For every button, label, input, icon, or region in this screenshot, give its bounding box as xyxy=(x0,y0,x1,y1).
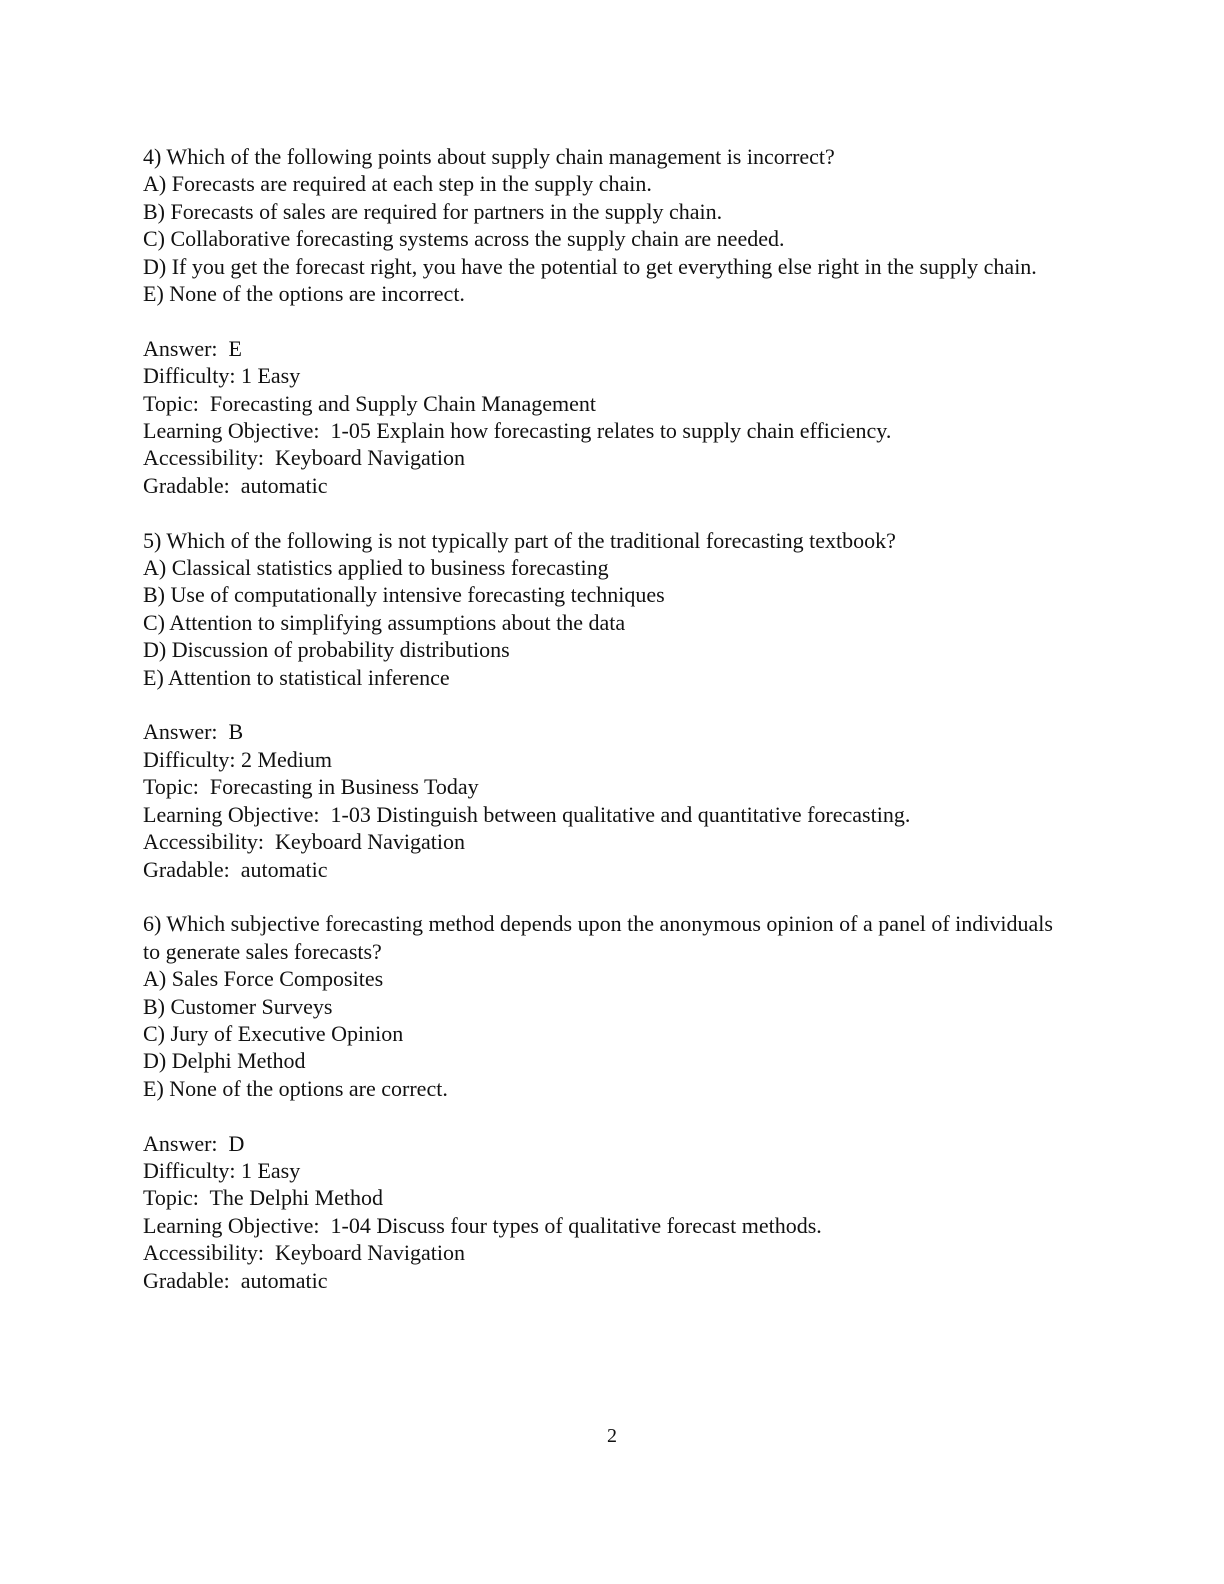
learning-objective-meta: Learning Objective: 1-04 Discuss four types of qualitative forecast methods. xyxy=(143,1212,822,1238)
spacer xyxy=(143,1102,1073,1129)
answer-option: C) Jury of Executive Opinion xyxy=(143,1020,404,1046)
difficulty-meta: Difficulty: 1 Easy xyxy=(143,1157,301,1183)
answer-option: B) Customer Surveys xyxy=(143,993,333,1019)
accessibility-meta: Accessibility: Keyboard Navigation xyxy=(143,445,465,471)
difficulty-meta: Difficulty: 1 Easy xyxy=(143,363,301,389)
page-content xyxy=(143,143,1073,1294)
answer-option: A) Forecasts are required at each step in the supply chain. xyxy=(143,171,652,197)
gradable-meta: Gradable: automatic xyxy=(143,856,328,882)
answer-option: E) Attention to statistical inference xyxy=(143,664,450,690)
answer-key: Answer: D xyxy=(143,1130,245,1156)
topic-meta: Topic: Forecasting in Business Today xyxy=(143,774,479,800)
question-stem: 4) Which of the following points about supply chain management is incorrect? xyxy=(143,144,835,169)
question-block xyxy=(143,910,1073,1294)
learning-objective-meta: Learning Objective: 1-03 Distinguish between qualitative and quantitative forecasting. xyxy=(143,801,911,827)
spacer xyxy=(143,691,1073,718)
answer-option: C) Collaborative forecasting systems across the supply chain are needed. xyxy=(143,226,785,252)
accessibility-meta: Accessibility: Keyboard Navigation xyxy=(143,829,465,855)
answer-option: A) Sales Force Composites xyxy=(143,966,384,992)
page-number: 2 xyxy=(607,1425,617,1447)
answer-option: D) If you get the forecast right, you have the potential to get everything else right in the supply chain. xyxy=(143,253,1037,279)
answer-key: Answer: B xyxy=(143,719,244,745)
topic-meta: Topic: The Delphi Method xyxy=(143,1185,384,1211)
question-block xyxy=(143,527,1073,883)
answer-option: B) Use of computationally intensive forecasting techniques xyxy=(143,582,665,608)
spacer xyxy=(143,307,1073,334)
answer-option: D) Delphi Method xyxy=(143,1048,306,1074)
answer-key: Answer: E xyxy=(143,335,242,361)
answer-option: D) Discussion of probability distributions xyxy=(143,637,510,663)
difficulty-meta: Difficulty: 2 Medium xyxy=(143,746,333,772)
gradable-meta: Gradable: automatic xyxy=(143,1267,328,1293)
gradable-meta: Gradable: automatic xyxy=(143,472,328,498)
topic-meta: Topic: Forecasting and Supply Chain Management xyxy=(143,390,597,416)
answer-option: E) None of the options are incorrect. xyxy=(143,281,465,307)
answer-option: A) Classical statistics applied to business forecasting xyxy=(143,555,609,581)
answer-option: C) Attention to simplifying assumptions about the data xyxy=(143,609,626,635)
question-block xyxy=(143,143,1073,499)
question-stem: 6) Which subjective forecasting method depends upon the anonymous opinion of a panel of individuals to generate sales forecasts? xyxy=(143,911,1059,964)
learning-objective-meta: Learning Objective: 1-05 Explain how forecasting relates to supply chain efficiency. xyxy=(143,418,892,444)
question-stem: 5) Which of the following is not typically part of the traditional forecasting textbook? xyxy=(143,527,896,553)
answer-option: B) Forecasts of sales are required for partners in the supply chain. xyxy=(143,198,723,224)
accessibility-meta: Accessibility: Keyboard Navigation xyxy=(143,1240,465,1266)
answer-option: E) None of the options are correct. xyxy=(143,1075,448,1101)
